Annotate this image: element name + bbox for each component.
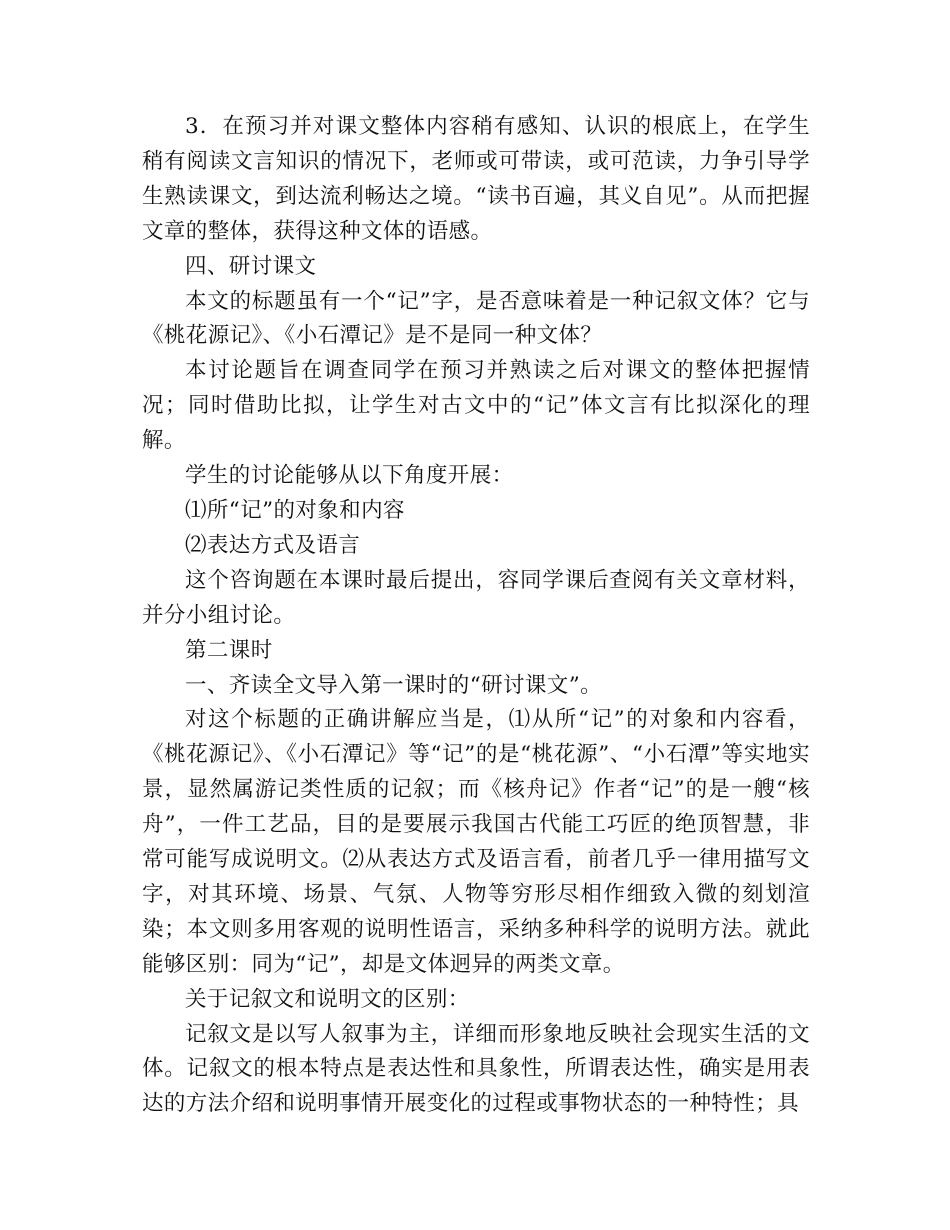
list-item-object-content: ⑴所“记”的对象和内容	[185, 497, 405, 523]
paragraph-homework-note: 这个咨询题在本课时最后提出，容同学课后查阅有关文章材料，并分小组讨论。	[142, 567, 810, 628]
paragraph-reading-practice: 3．在预习并对课文整体内容稍有感知、认识的根底上，在学生稍有阅读文言知识的情况下，老师或可带读，或可范读，力争引导学生熟读课文，到达流利畅达之境。“读书百遍，其义自见”。从而把握文章的整体，获得这种文体的语感。	[142, 114, 810, 244]
paragraph-discussion-angles: 学生的讨论能够从以下角度开展：	[185, 463, 514, 489]
paragraph-discussion-question: 本文的标题虽有一个“记”字，是否意味着是一种记叙文体？它与《桃花源记》、《小石潭记》是不是同一种文体？	[142, 288, 810, 349]
section-heading-second-lesson: 第二课时	[185, 637, 273, 663]
section-heading-discussion: 四、研讨课文	[185, 253, 317, 279]
paragraph-discussion-purpose: 本讨论题旨在调查同学在预习并熟读之后对课文的整体把握情况；同时借助比拟，让学生对古文中的“记”体文言有比拟深化的理解。	[142, 358, 810, 454]
paragraph-answer-explanation: 对这个标题的正确讲解应当是，⑴从所“记”的对象和内容看，《桃花源记》、《小石潭记》等“记”的是“桃花源”、“小石潭”等实地实景，显然属游记类性质的记叙；而《核舟记》作者“记”的是一艘“核舟”，一件工艺品，目的是要展示我国古代能工巧匠的绝顶智慧，非常可能写成说明文。⑵从表达方式及语言看，前者几乎一律用描写文字，对其环境、场景、气氛、人物等穷形尽相作细致入微的刻划渲染；本文则多用客观的说明性语言，采纳多种科学的说明方法。就此能够区别：同为“记”，却是文体迥异的两类文章。	[142, 707, 810, 977]
paragraph-narrative-definition: 记叙文是以写人叙事为主，详细而形象地反映社会现实生活的文体。记叙文的根本特点是表达性和具象性，所谓表达性，确实是用表达的方法介绍和说明事情开展变化的过程或事物状态的一种特性；具	[142, 1021, 810, 1117]
paragraph-reading-introduction: 一、齐读全文导入第一课时的“研讨课文”。	[185, 672, 602, 698]
list-item-expression-language: ⑵表达方式及语言	[185, 532, 361, 558]
paragraph-genre-difference-heading: 关于记叙文和说明文的区别：	[185, 986, 470, 1012]
document-page	[142, 110, 810, 1122]
